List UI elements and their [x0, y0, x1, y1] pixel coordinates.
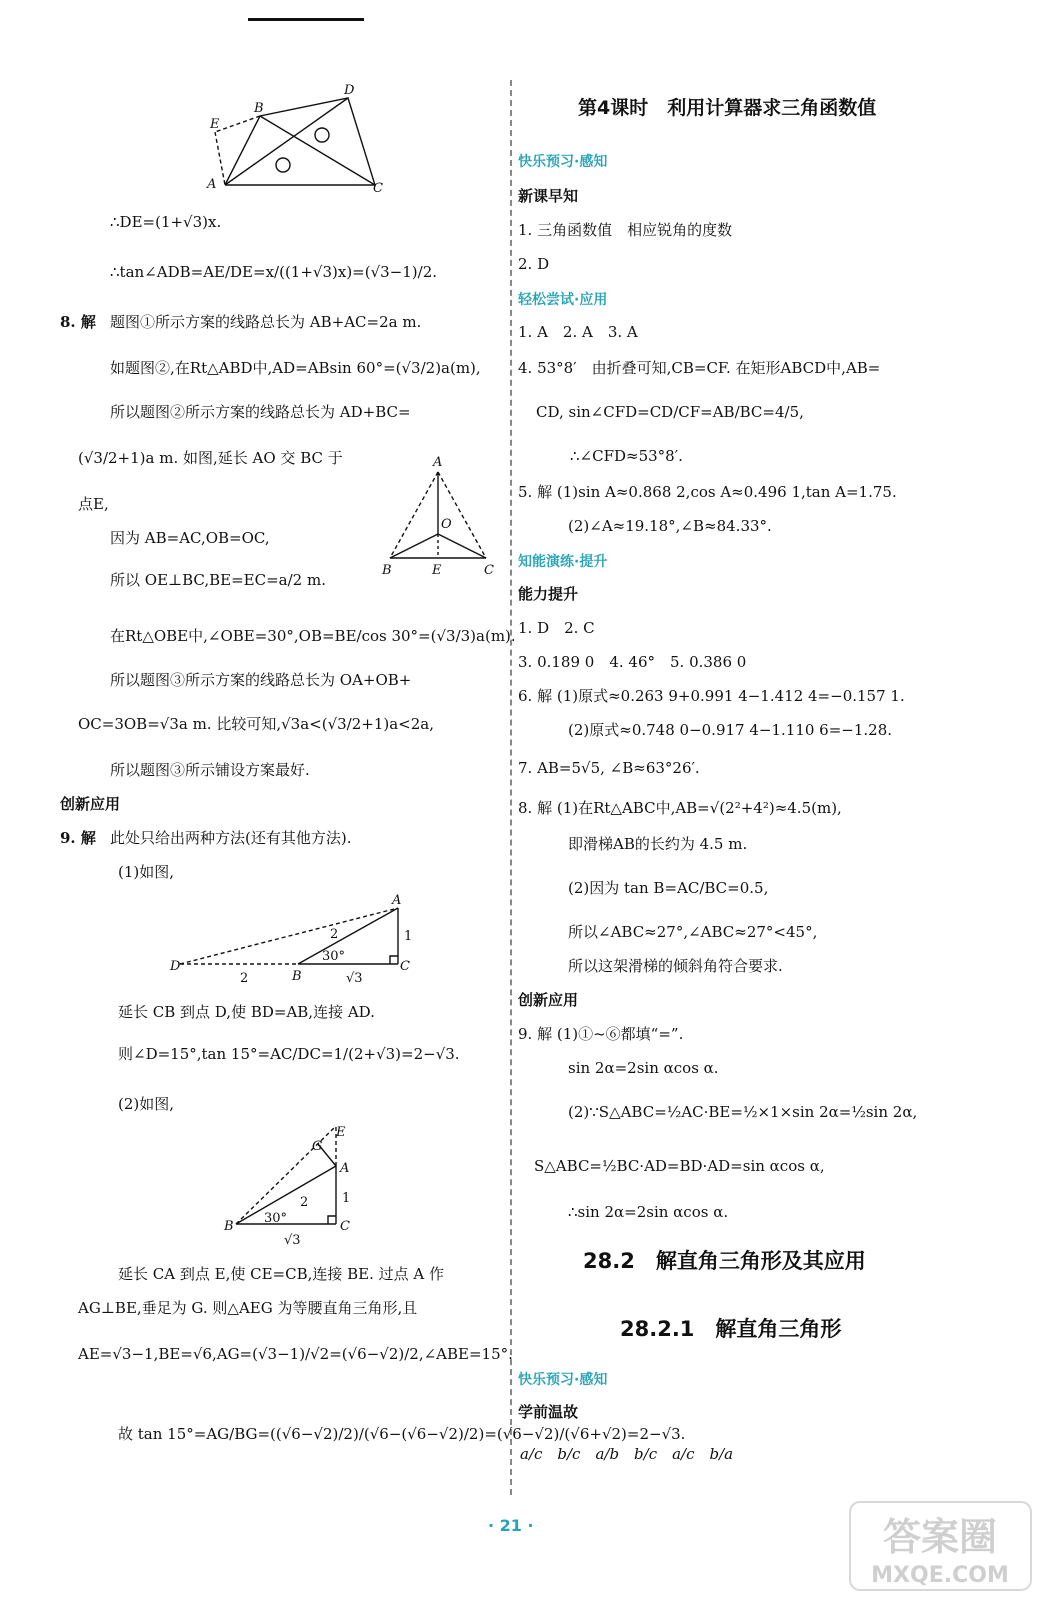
svg-text:E: E: [336, 1125, 346, 1140]
right-line-20: sin 2α=2sin αcos α.: [568, 1059, 719, 1077]
subsection-new-lesson: 新课早知: [518, 187, 579, 205]
svg-text:C: C: [400, 959, 410, 974]
svg-text:B: B: [292, 969, 302, 984]
svg-text:MXQE.COM: MXQE.COM: [871, 1563, 1009, 1588]
svg-text:G: G: [312, 1139, 323, 1154]
banner-preview: 快乐预习·感知: [518, 154, 608, 170]
lesson-title: 第4课时 利用计算器求三角函数值: [578, 97, 877, 119]
left-line-2: ∴tan∠ADB=AE/DE=x/((1+√3)x)=(√3−1)/2.: [110, 263, 438, 281]
triangle-o-figure: [378, 450, 503, 580]
svg-text:A: A: [392, 893, 402, 908]
svg-text:2: 2: [300, 1195, 309, 1210]
right-line-15: 即滑梯AB的长约为 4.5 m.: [568, 835, 748, 853]
right-line-10: 3. 0.189 0 4. 46° 5. 0.386 0: [518, 653, 747, 671]
svg-text:2: 2: [330, 927, 339, 942]
right-line-2: 2. D: [518, 255, 550, 273]
top-rule: [248, 18, 364, 21]
right-line-17: 所以∠ABC≈27°,∠ABC≈27°<45°,: [568, 923, 818, 941]
svg-text:A: A: [207, 177, 217, 192]
q9-line-7: AG⊥BE,垂足为 G. 则△AEG 为等腰直角三角形,且: [78, 1299, 418, 1317]
svg-text:2: 2: [240, 971, 249, 986]
q9-line-1: 此处只给出两种方法(还有其他方法).: [110, 829, 352, 847]
banner-try: 轻松尝试·应用: [518, 292, 608, 308]
right-line-16: (2)因为 tan B=AC/BC=0.5,: [568, 879, 769, 897]
q8-line-5: 点E,: [78, 495, 109, 513]
subsection-ability: 能力提升: [518, 585, 579, 603]
q9-line-6: 延长 CA 到点 E,使 CE=CB,连接 BE. 过点 A 作: [118, 1265, 445, 1283]
svg-text:E: E: [210, 117, 220, 132]
right-line-18: 所以这架滑梯的倾斜角符合要求.: [568, 957, 783, 975]
q8-line-6: 因为 AB=AC,OB=OC,: [110, 529, 270, 547]
q9-line-8: AE=√3−1,BE=√6,AG=(√3−1)/√2=(√6−√2)/2,∠ABE=15°.: [78, 1345, 513, 1363]
q9-line-2: (1)如图,: [118, 863, 175, 881]
right-line-3: 1. A 2. A 3. A: [518, 323, 638, 341]
section-heading-28-2: 28.2 解直角三角形及其应用: [583, 1249, 866, 1273]
subsection-innovation: 创新应用: [518, 991, 579, 1009]
svg-text:D: D: [344, 83, 355, 98]
right-triangle-figure-2: [218, 1118, 368, 1248]
right-line-23: ∴sin 2α=2sin αcos α.: [568, 1203, 729, 1221]
right-line-4: 4. 53°8′ 由折叠可知,CB=CF. 在矩形ABCD中,AB=: [518, 359, 881, 377]
right-line-22: S△ABC=½BC·AD=BD·AD=sin αcos α,: [534, 1157, 825, 1175]
svg-text:O: O: [441, 517, 452, 532]
svg-text:B: B: [224, 1219, 234, 1234]
watermark-logo: [848, 1500, 1033, 1592]
q8-line-8: 在Rt△OBE中,∠OBE=30°,OB=BE/cos 30°=(√3/3)a(m).: [110, 627, 516, 645]
q9-line-5: (2)如图,: [118, 1095, 175, 1113]
q9-line-3: 延长 CB 到点 D,使 BD=AB,连接 AD.: [118, 1003, 375, 1021]
svg-text:B: B: [382, 563, 392, 578]
q9-line-4: 则∠D=15°,tan 15°=AC/DC=1/(2+√3)=2−√3.: [118, 1045, 460, 1063]
right-line-24: a/c b/c a/b b/c a/c b/a: [520, 1445, 734, 1463]
right-line-12: (2)原式≈0.748 0−0.917 4−1.110 6=−1.28.: [568, 721, 893, 739]
right-line-14: 8. 解 (1)在Rt△ABC中,AB=√(2²+4²)≈4.5(m),: [518, 799, 842, 817]
svg-text:A: A: [433, 455, 443, 470]
q8-line-9: 所以题图③所示方案的线路总长为 OA+OB+: [110, 671, 412, 689]
q8-line-2: 如题图②,在Rt△ABD中,AD=ABsin 60°=(√3/2)a(m),: [110, 359, 481, 377]
right-triangle-figure-1: [160, 888, 420, 988]
right-line-13: 7. AB=5√5, ∠B≈63°26′.: [518, 759, 700, 777]
svg-text:√3: √3: [284, 1233, 301, 1248]
right-line-8: (2)∠A≈19.18°,∠B≈84.33°.: [568, 517, 772, 535]
right-line-21: (2)∵S△ABC=½AC·BE=½×1×sin 2α=½sin 2α,: [568, 1103, 918, 1121]
right-line-19: 9. 解 (1)①~⑥都填“=”.: [518, 1025, 684, 1043]
svg-text:30°: 30°: [264, 1211, 288, 1226]
svg-text:C: C: [373, 181, 383, 195]
svg-text:E: E: [432, 563, 442, 578]
right-line-9: 1. D 2. C: [518, 619, 595, 637]
page-number: · 21 ·: [488, 1516, 534, 1535]
svg-text:答案圈: 答案圈: [882, 1515, 998, 1559]
right-line-11: 6. 解 (1)原式≈0.263 9+0.991 4−1.412 4=−0.157 1.: [518, 687, 905, 705]
svg-text:C: C: [340, 1219, 350, 1234]
svg-text:30°: 30°: [322, 949, 346, 964]
svg-text:C: C: [484, 563, 494, 578]
svg-text:√3: √3: [346, 971, 363, 986]
q8-line-3: 所以题图②所示方案的线路总长为 AD+BC=: [110, 403, 411, 421]
left-line-1: ∴DE=(1+√3)x.: [110, 213, 222, 231]
right-line-7: 5. 解 (1)sin A≈0.868 2,cos A≈0.496 1,tan A=1.75.: [518, 483, 897, 501]
svg-text:1: 1: [404, 929, 413, 944]
banner-preview-2: 快乐预习·感知: [518, 1372, 608, 1388]
section-heading-28-2-1: 28.2.1 解直角三角形: [620, 1317, 842, 1341]
svg-text:D: D: [170, 959, 181, 974]
quadrilateral-figure: [180, 80, 400, 195]
subsection-review: 学前温故: [518, 1403, 579, 1421]
right-line-1: 1. 三角函数值 相应锐角的度数: [518, 221, 733, 239]
svg-text:A: A: [340, 1161, 350, 1176]
q9-number: 9. 解: [60, 829, 96, 847]
q8-line-11: 所以题图③所示铺设方案最好.: [110, 761, 310, 779]
right-line-6: ∴∠CFD≈53°8′.: [570, 447, 683, 465]
section-innovation: 创新应用: [60, 795, 121, 813]
column-divider: [510, 80, 512, 1495]
q8-line-1: 题图①所示方案的线路总长为 AB+AC=2a m.: [110, 313, 422, 331]
svg-text:B: B: [254, 101, 264, 116]
q8-line-4: (√3/2+1)a m. 如图,延长 AO 交 BC 于: [78, 449, 343, 467]
q9-line-9: 故 tan 15°=AG/BG=((√6−√2)/2)/(√6−(√6−√2)/2)=(√6−√2)/(√6+√2)=2−√3.: [118, 1425, 686, 1443]
q8-line-10: OC=3OB=√3a m. 比较可知,√3a<(√3/2+1)a<2a,: [78, 715, 435, 733]
right-line-5: CD, sin∠CFD=CD/CF=AB/BC=4/5,: [536, 403, 804, 421]
q8-number: 8. 解: [60, 313, 96, 331]
q8-line-7: 所以 OE⊥BC,BE=EC=a/2 m.: [110, 571, 326, 589]
svg-text:1: 1: [342, 1191, 351, 1206]
banner-practice: 知能演练·提升: [518, 554, 608, 570]
